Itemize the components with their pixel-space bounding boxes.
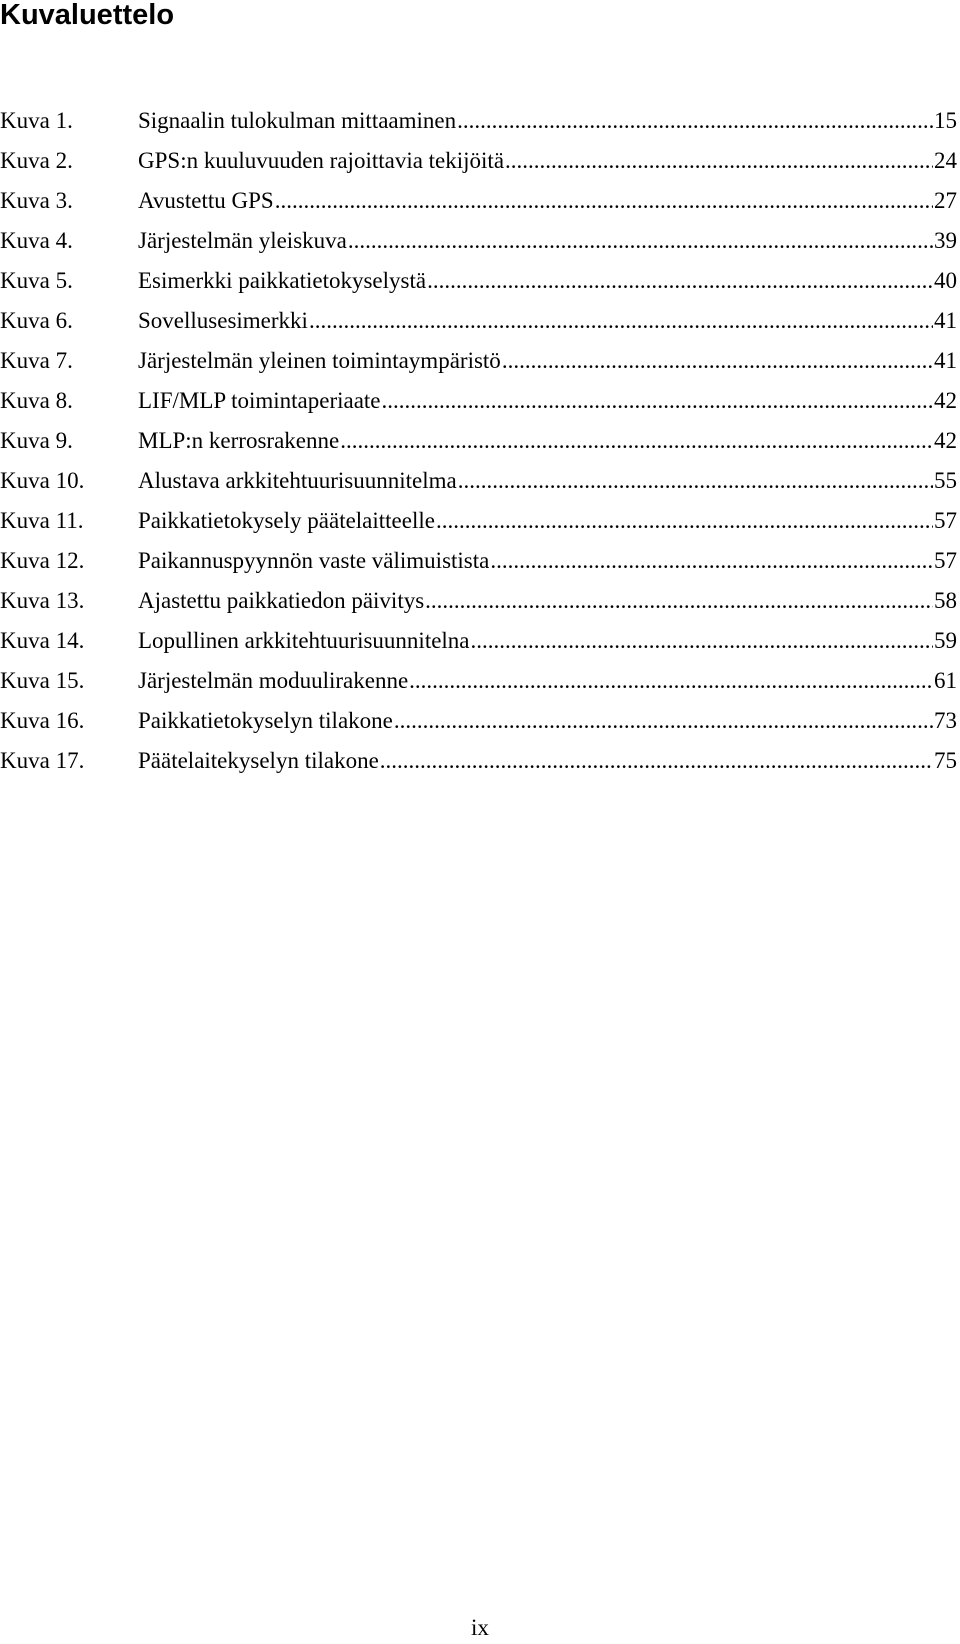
page-ref: 59 bbox=[934, 628, 957, 653]
page-ref: 61 bbox=[934, 668, 957, 693]
page-ref: 42 bbox=[934, 388, 957, 413]
page-ref: 24 bbox=[934, 148, 957, 173]
figure-label: Kuva 3. bbox=[0, 188, 73, 213]
figure-label: Kuva 12. bbox=[0, 548, 85, 573]
page-ref: 41 bbox=[934, 348, 957, 373]
list-item bbox=[0, 741, 957, 781]
figure-title: Järjestelmän yleinen toimintaympäristö bbox=[138, 348, 501, 373]
page-ref: 55 bbox=[934, 468, 957, 493]
figure-label: Kuva 15. bbox=[0, 668, 85, 693]
dot-leader bbox=[380, 741, 933, 781]
figure-title: Paikannuspyynnön vaste välimuistista bbox=[138, 548, 490, 573]
page-ref: 41 bbox=[934, 308, 957, 333]
figure-label: Kuva 1. bbox=[0, 108, 73, 133]
dot-leader bbox=[275, 181, 933, 221]
list-item bbox=[0, 181, 957, 221]
figure-label: Kuva 13. bbox=[0, 588, 85, 613]
figure-title: Lopullinen arkkitehtuurisuunnitelna bbox=[138, 628, 470, 653]
page-ref: 57 bbox=[934, 548, 957, 573]
figure-title: Esimerkki paikkatietokyselystä bbox=[138, 268, 427, 293]
dot-leader bbox=[382, 381, 933, 421]
page-ref: 73 bbox=[934, 708, 957, 733]
dot-leader bbox=[340, 421, 933, 461]
figure-title: Järjestelmän moduulirakenne bbox=[138, 668, 409, 693]
dot-leader bbox=[348, 221, 933, 261]
list-item bbox=[0, 301, 957, 341]
page-ref: 57 bbox=[934, 508, 957, 533]
figure-title: Ajastettu paikkatiedon päivitys bbox=[138, 588, 425, 613]
dot-leader bbox=[409, 661, 933, 701]
list-item bbox=[0, 701, 957, 741]
dot-leader bbox=[425, 581, 933, 621]
figure-title: Signaalin tulokulman mittaaminen bbox=[138, 108, 457, 133]
page-ref: 42 bbox=[934, 428, 957, 453]
page-title: Kuvaluettelo bbox=[0, 0, 175, 31]
figure-label: Kuva 14. bbox=[0, 628, 85, 653]
figure-title: GPS:n kuuluvuuden rajoittavia tekijöitä bbox=[138, 148, 505, 173]
figure-title: Alustava arkkitehtuurisuunnitelma bbox=[138, 468, 457, 493]
dot-leader bbox=[471, 621, 933, 661]
page-ref: 75 bbox=[934, 748, 957, 773]
dot-leader bbox=[490, 541, 933, 581]
figure-title: Avustettu GPS bbox=[138, 188, 274, 213]
figure-label: Kuva 5. bbox=[0, 268, 73, 293]
figure-title: Järjestelmän yleiskuva bbox=[138, 228, 347, 253]
figure-label: Kuva 9. bbox=[0, 428, 73, 453]
list-item bbox=[0, 221, 957, 261]
dot-leader bbox=[502, 341, 933, 381]
page-ref: 58 bbox=[934, 588, 957, 613]
list-item bbox=[0, 621, 957, 661]
figure-label: Kuva 11. bbox=[0, 508, 84, 533]
list-item bbox=[0, 501, 957, 541]
figure-label: Kuva 6. bbox=[0, 308, 73, 333]
list-item bbox=[0, 661, 957, 701]
figure-label: Kuva 16. bbox=[0, 708, 85, 733]
list-item bbox=[0, 261, 957, 301]
list-item bbox=[0, 341, 957, 381]
dot-leader bbox=[505, 141, 933, 181]
list-item bbox=[0, 541, 957, 581]
figure-title: Päätelaitekyselyn tilakone bbox=[138, 748, 379, 773]
list-item bbox=[0, 461, 957, 501]
list-item bbox=[0, 141, 957, 181]
list-item bbox=[0, 421, 957, 461]
dot-leader bbox=[458, 461, 933, 501]
dot-leader bbox=[394, 701, 933, 741]
figure-label: Kuva 2. bbox=[0, 148, 73, 173]
list-item bbox=[0, 101, 957, 141]
figure-title: Paikkatietokysely päätelaitteelle bbox=[138, 508, 435, 533]
figure-label: Kuva 7. bbox=[0, 348, 73, 373]
figure-list bbox=[0, 101, 957, 781]
page-ref: 39 bbox=[934, 228, 957, 253]
dot-leader bbox=[309, 301, 933, 341]
page-ref: 15 bbox=[934, 108, 957, 133]
page-number: ix bbox=[471, 1615, 489, 1640]
figure-label: Kuva 10. bbox=[0, 468, 85, 493]
figure-title: LIF/MLP toimintaperiaate bbox=[138, 388, 381, 413]
figure-title: Sovellusesimerkki bbox=[138, 308, 308, 333]
dot-leader bbox=[436, 501, 933, 541]
figure-label: Kuva 17. bbox=[0, 748, 85, 773]
figure-label: Kuva 4. bbox=[0, 228, 73, 253]
list-item bbox=[0, 381, 957, 421]
list-item bbox=[0, 581, 957, 621]
figure-title: MLP:n kerrosrakenne bbox=[138, 428, 340, 453]
dot-leader bbox=[427, 261, 933, 301]
page-ref: 27 bbox=[934, 188, 957, 213]
page-ref: 40 bbox=[934, 268, 957, 293]
figure-title: Paikkatietokyselyn tilakone bbox=[138, 708, 393, 733]
figure-label: Kuva 8. bbox=[0, 388, 73, 413]
dot-leader bbox=[457, 101, 933, 141]
